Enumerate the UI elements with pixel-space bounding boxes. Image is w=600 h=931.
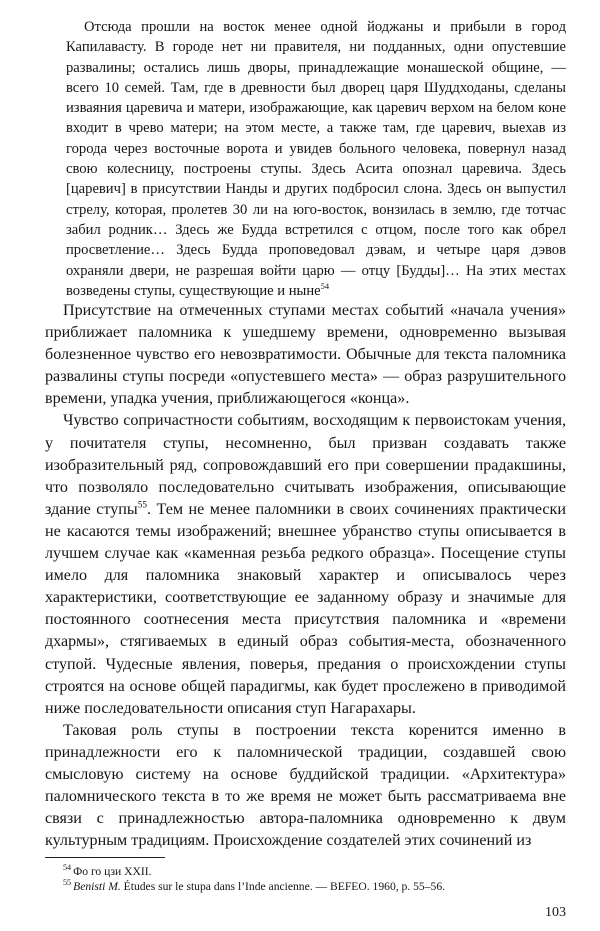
footnote-author: Benisti M. <box>73 880 121 893</box>
page-number: 103 <box>545 905 566 920</box>
footnote-55 <box>45 879 566 894</box>
footnote-divider <box>45 857 165 858</box>
footnote-text: Фо го цзи XXII. <box>73 865 152 878</box>
paragraph-2-text-before: Чувство сопричастности событиям, восходящим к первоистокам учения, у почитателя ступы, несомненно, был призван создавать также изобразительный ряд, сопровождавший его при совершении прадакшины, что позволяло последовательно считывать изображения, описывающие здание ступы <box>45 412 566 518</box>
footnote-number: 55 <box>63 878 72 888</box>
footnote-ref-54[interactable]: 54 <box>320 281 330 291</box>
footnote-number: 54 <box>63 863 72 873</box>
paragraph-2-text-after: . Тем не менее паломники в своих сочинениях практически не касаются темы изображений; внешнее убранство ступы описывается в лучшем случае как «каменная резьба редкого образца». Посещение ступы имело для паломника знаковый характер и описывалось через характеристики, соответствующие ее заданному образу и значимые для постоянного соотнесения места присутствия паломника и «времени дхармы», стягиваемых в единый образ события-места, обозначенного ступой. Чудесные явления, поверья, предания о происхождении ступы строятся на основе общей парадигмы, как будет прослежено в приводимой ниже последовательности описания ступ Нагарахары. <box>45 500 566 717</box>
paragraph-3: Таковая роль ступы в построении текста коренится именно в принадлежности его к паломнической традиции, создавшей свою смысловую систему на основе буддийской традиции. «Архитектура» паломнического текста в то же время не может быть рассматриваема вне связи с принадлежностью автора-паломника одновременно к двум культурным традициям. Происхождение создателей этих сочинений из <box>45 721 566 850</box>
footnote-ref-55[interactable]: 55 <box>137 500 148 511</box>
main-text <box>45 300 566 852</box>
paragraph-1: Присутствие на отмеченных ступами местах событий «начала учения» приближает паломника к ушедшему времени, одновременно вызывая болезненное чувство его невозвратимости. Обычные для текста паломника развалины ступы посреди «опустевшего места» — образ разрушительного времени, упадка учения, приближающегося «конца». <box>45 302 566 408</box>
footnotes <box>45 864 566 894</box>
quote-text: Отсюда прошли на восток менее одной йоджаны и прибыли в город Капилавасту. В городе нет ни правителя, ни подданных, одни опустевшие развалины; остались лишь дворы, принадлежащие монашеской общине, — всего 10 семей. Там, где в древности был дворец царя Шуддходаны, сделаны изваяния царевича и матери, изображающие, как царевич верхом на белом коне входит в чрево матери; на этом месте, а также там, где царевич, выехав из города через восточные ворота и увидев больного человека, повернул назад свою колесницу, построены ступы. Здесь Асита опознал царевича. Здесь [царевич] в присутствии Нанды и других подбросил слона. Здесь он выпустил стрелу, которая, пролетев 30 ли на юго-восток, вонзилась в землю, где тотчас забил родник… Здесь же Будда встретился с отцом, после того как обрел просветление… Здесь Будда проповедовал дэвам, и четыре царя дэвов охраняли двери, не разрешая войти царю — отцу [Будды]… На этих местах возведены ступы, существующие и ныне <box>66 19 566 299</box>
paragraph-2 <box>45 410 566 719</box>
footnote-54 <box>45 864 566 879</box>
footnote-text: Études sur le stupa dans l’Inde ancienne. — BEFEO. 1960, p. 55–56. <box>120 880 446 893</box>
block-quote <box>66 17 566 301</box>
